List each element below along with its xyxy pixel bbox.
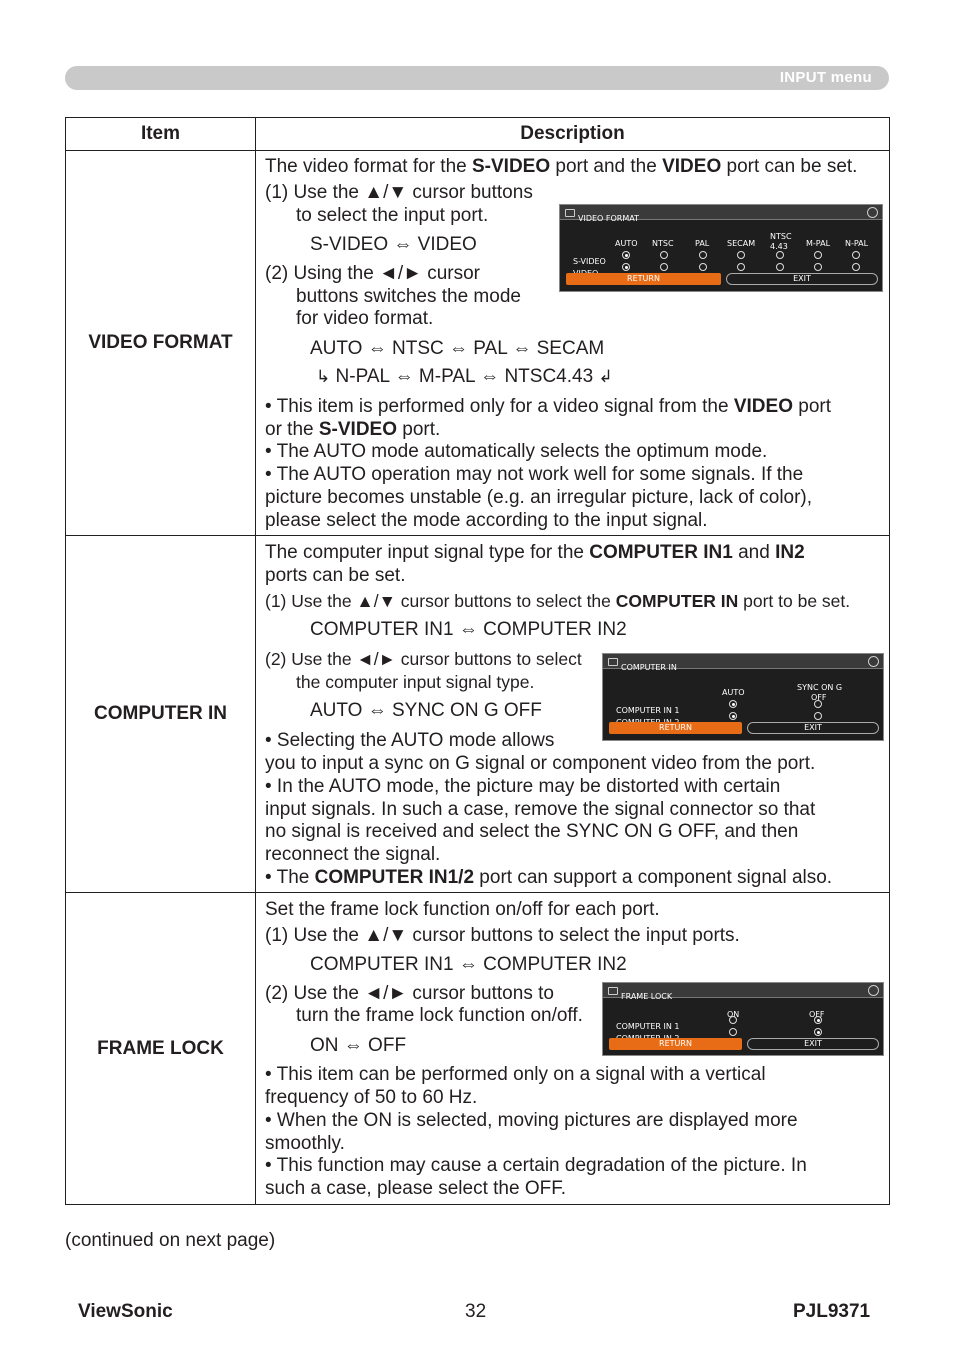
text-line: AUTO ⇔ NTSC ⇔ PAL ⇔ SECAM bbox=[310, 338, 605, 359]
brand-name: ViewSonic bbox=[78, 1301, 173, 1322]
radio-on bbox=[814, 1016, 822, 1024]
text-line: AUTO ⇔ SYNC ON G OFF bbox=[310, 700, 542, 721]
text-line: Set the frame lock function on/off for each port. bbox=[265, 899, 660, 920]
loop-back-arrow-icon: ↲ bbox=[598, 367, 613, 386]
text-line: input signals. In such a case, remove the signal connector so that bbox=[265, 799, 816, 820]
table-header-row bbox=[66, 118, 890, 151]
radio-on bbox=[622, 263, 630, 271]
radio-off bbox=[776, 251, 784, 259]
desc-video-format bbox=[256, 151, 890, 536]
text-line: • The COMPUTER IN1/2 port can support a component signal also. bbox=[265, 867, 833, 888]
radio-on bbox=[814, 1028, 822, 1036]
radio-off bbox=[852, 251, 860, 259]
text-line: buttons switches the mode bbox=[296, 286, 521, 307]
desc-computer-in bbox=[256, 536, 890, 893]
radio-off bbox=[737, 251, 745, 259]
exit-button: EXIT bbox=[747, 1038, 879, 1050]
page-number: 32 bbox=[465, 1301, 487, 1322]
input-menu-table bbox=[65, 117, 890, 1205]
radio-off bbox=[660, 251, 668, 259]
menu-icon bbox=[565, 209, 575, 217]
radio-on bbox=[622, 251, 630, 259]
text-line: • In the AUTO mode, the picture may be distorted with certain bbox=[265, 776, 781, 797]
text-line: you to input a sync on G signal or component video from the port. bbox=[265, 753, 816, 774]
text-line: no signal is received and select the SYNC ON G OFF, and then bbox=[265, 821, 799, 842]
radio-off bbox=[814, 251, 822, 259]
return-button: RETURN bbox=[609, 722, 742, 734]
radio-off bbox=[699, 251, 707, 259]
return-button: RETURN bbox=[609, 1038, 742, 1050]
continued-note: (continued on next page) bbox=[65, 1230, 276, 1251]
computer-in-osd-screenshot: COMPUTER IN AUTO SYNC ON G OFF COMPUTER IN 1 RETURN EXIT bbox=[602, 653, 884, 741]
text-line: • The AUTO operation may not work well for some signals. If the bbox=[265, 464, 804, 485]
radio-off bbox=[737, 263, 745, 271]
text-line: S-VIDEO ⇔ VIDEO bbox=[310, 234, 477, 255]
gear-icon bbox=[867, 207, 878, 218]
text-line: (2) Using the ◄/► cursor bbox=[265, 263, 481, 284]
item-computer-in: COMPUTER IN bbox=[66, 536, 256, 893]
text-line: or the S-VIDEO port. bbox=[265, 419, 441, 440]
menu-icon bbox=[608, 658, 618, 666]
table-row bbox=[66, 536, 890, 893]
radio-off bbox=[814, 700, 822, 708]
radio-off bbox=[852, 263, 860, 271]
text-line: (2) Use the ◄/► cursor buttons to select bbox=[265, 649, 582, 669]
radio-on bbox=[729, 712, 737, 720]
radio-off bbox=[776, 263, 784, 271]
text-line: • When the ON is selected, moving pictures are displayed more bbox=[265, 1110, 798, 1131]
text-line: to select the input port. bbox=[296, 205, 489, 226]
table-row bbox=[66, 151, 890, 536]
section-header-bar bbox=[65, 66, 889, 90]
frame-lock-osd-screenshot: FRAME LOCK ON OFF COMPUTER IN 1 RETURN EXIT bbox=[602, 982, 884, 1056]
exit-button: EXIT bbox=[747, 722, 879, 734]
text-line: please select the mode according to the input signal. bbox=[265, 510, 708, 531]
col-header-item: Item bbox=[66, 118, 256, 151]
text-line: ports can be set. bbox=[265, 565, 406, 586]
text-line: ON ⇔ OFF bbox=[310, 1035, 407, 1056]
radio-on bbox=[729, 700, 737, 708]
text-line: (1) Use the ▲/▼ cursor buttons to select the input ports. bbox=[265, 925, 740, 946]
radio-off bbox=[729, 1016, 737, 1024]
item-video-format: VIDEO FORMAT bbox=[66, 151, 256, 536]
text-line: • This item is performed only for a video signal from the VIDEO port bbox=[265, 396, 831, 417]
text-line: The video format for the S-VIDEO port and the VIDEO port can be set. bbox=[265, 156, 858, 177]
table-row bbox=[66, 893, 890, 1205]
text-line: for video format. bbox=[296, 308, 434, 329]
desc-frame-lock bbox=[256, 893, 890, 1205]
radio-off bbox=[699, 263, 707, 271]
text-line: • Selecting the AUTO mode allows bbox=[265, 730, 555, 751]
text-line: such a case, please select the OFF. bbox=[265, 1178, 566, 1199]
radio-off bbox=[729, 1028, 737, 1036]
text-line: picture becomes unstable (e.g. an irregular picture, lack of color), bbox=[265, 487, 813, 508]
return-arrow-icon: ↳ bbox=[316, 367, 331, 386]
text-line: ↳ N-PAL ⇔ M-PAL ⇔ NTSC4.43 ↲ bbox=[316, 366, 613, 387]
text-line: • This item can be performed only on a signal with a vertical bbox=[265, 1064, 766, 1085]
text-line: smoothly. bbox=[265, 1133, 345, 1154]
gear-icon bbox=[868, 656, 879, 667]
exit-button: EXIT bbox=[726, 273, 878, 285]
section-title: INPUT menu bbox=[779, 69, 872, 86]
text-line: (1) Use the ▲/▼ cursor buttons bbox=[265, 182, 533, 203]
text-line: • The AUTO mode automatically selects the optimum mode. bbox=[265, 441, 768, 462]
model-number: PJL9371 bbox=[793, 1301, 871, 1322]
text-line: reconnect the signal. bbox=[265, 844, 441, 865]
text-line: turn the frame lock function on/off. bbox=[296, 1005, 583, 1026]
text-line: COMPUTER IN1 ⇔ COMPUTER IN2 bbox=[310, 619, 627, 640]
radio-off bbox=[660, 263, 668, 271]
text-line: (2) Use the ◄/► cursor buttons to bbox=[265, 983, 554, 1004]
text-line: (1) Use the ▲/▼ cursor buttons to select the COMPUTER IN port to be set. bbox=[265, 591, 851, 611]
radio-off bbox=[814, 263, 822, 271]
return-button: RETURN bbox=[566, 273, 721, 285]
text-line: The computer input signal type for the COMPUTER IN1 and IN2 bbox=[265, 542, 805, 563]
text-line: • This function may cause a certain degradation of the picture. In bbox=[265, 1155, 807, 1176]
menu-icon bbox=[608, 987, 618, 995]
text-line: frequency of 50 to 60 Hz. bbox=[265, 1087, 478, 1108]
item-frame-lock: FRAME LOCK bbox=[66, 893, 256, 1205]
video-format-osd-screenshot: VIDEO FORMAT AUTO NTSC PAL SECAM NTSC 4.43 M-PAL N-PAL S-VIDEO RETURN EXIT bbox=[559, 204, 883, 292]
text-line: COMPUTER IN1 ⇔ COMPUTER IN2 bbox=[310, 954, 627, 975]
col-header-description: Description bbox=[256, 118, 890, 151]
gear-icon bbox=[868, 985, 879, 996]
text-line: the computer input signal type. bbox=[296, 672, 535, 692]
radio-off bbox=[814, 712, 822, 720]
